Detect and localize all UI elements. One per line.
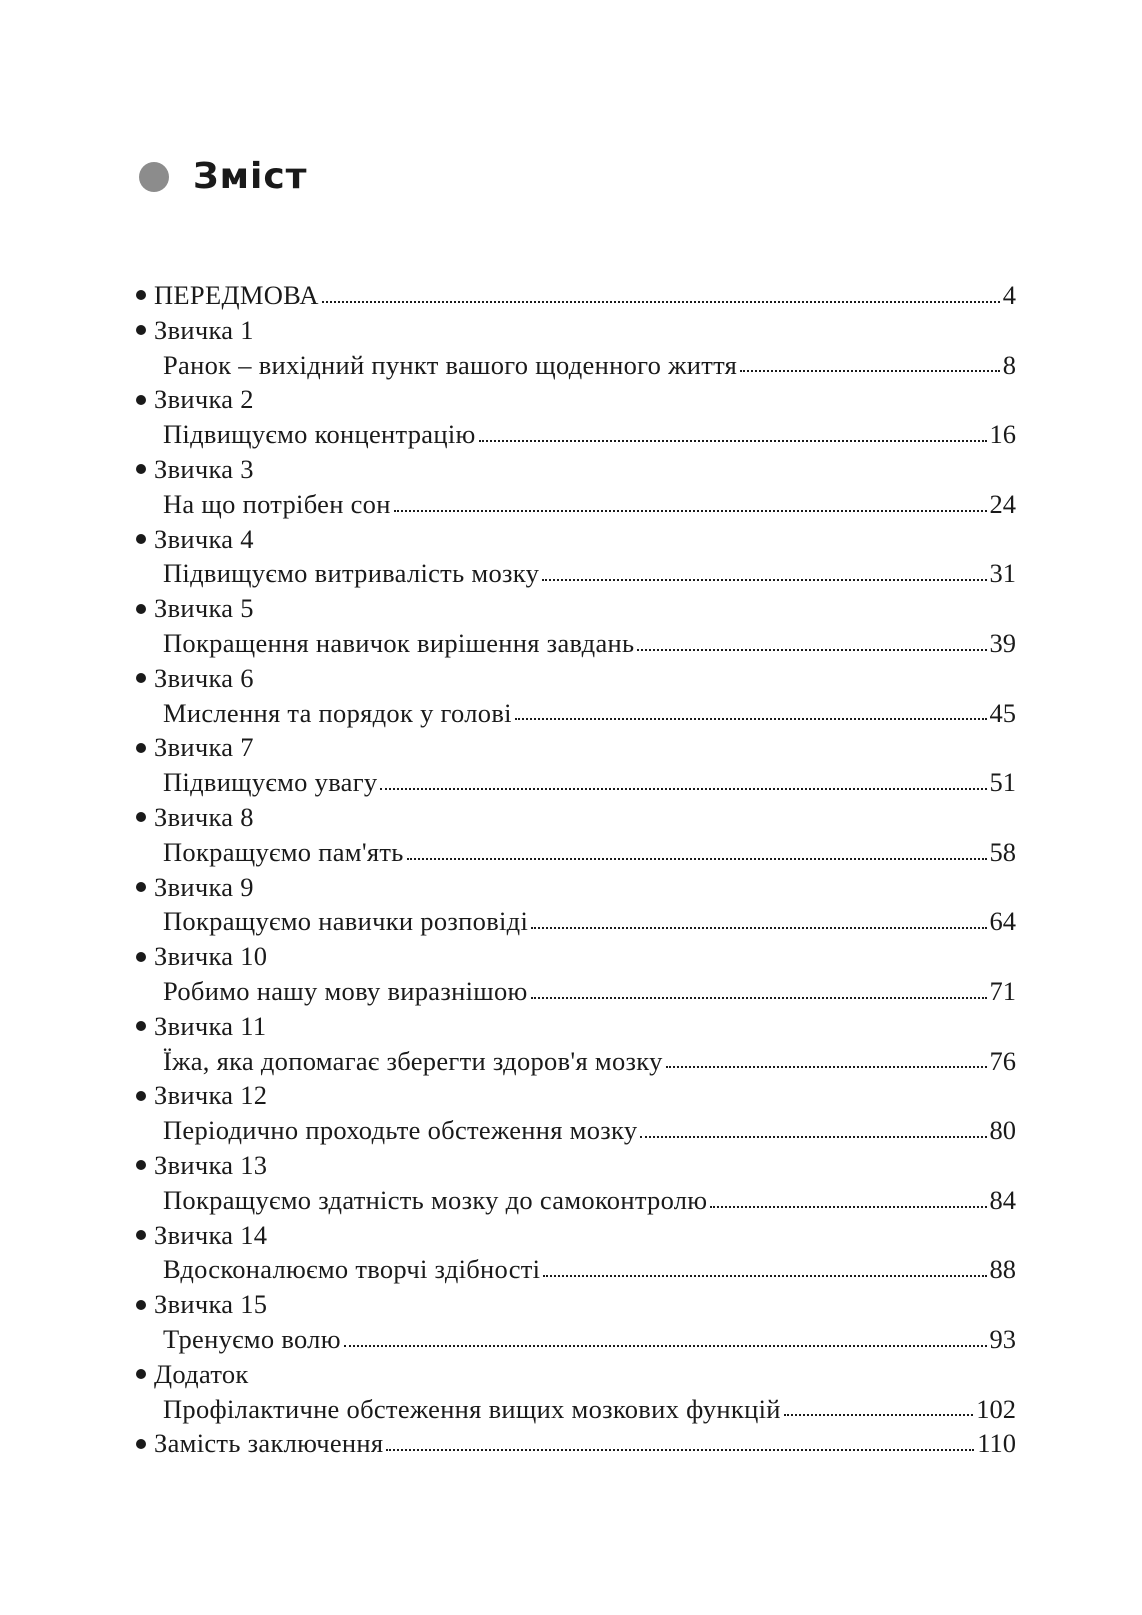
toc-entry-row[interactable] [136,626,1016,661]
bullet-icon [136,1021,146,1031]
toc-page-number: 58 [989,836,1016,867]
toc-entry-title: Підвищуємо концентрацію [163,419,476,450]
toc-page-number: 31 [989,558,1016,589]
bullet-icon [136,743,146,753]
toc-entry-row[interactable] [136,1113,1016,1148]
dot-leader [640,1136,986,1138]
toc-part-row[interactable] [136,1009,1016,1044]
toc-entry-row[interactable] [136,417,1016,452]
toc-entry-title: Їжа, яка допомагає зберегти здоров'я мозку [163,1045,663,1076]
toc-part-label: Звичка 11 [154,1010,267,1041]
toc-page-number: 76 [989,1045,1016,1076]
dot-leader [542,579,986,581]
dot-leader [394,510,987,512]
toc-part-row[interactable] [136,1287,1016,1322]
toc-part-label: Звичка 9 [154,871,254,902]
toc-part-label: Звичка 6 [154,662,254,693]
toc-part-row[interactable] [136,661,1016,696]
toc-page-number: 24 [989,488,1016,519]
toc-entry-row[interactable] [136,487,1016,522]
toc-part-row[interactable] [136,800,1016,835]
toc-entry-row[interactable] [136,765,1016,800]
toc-page-number: 4 [1002,280,1016,310]
dot-leader [531,997,987,999]
dot-leader [380,788,986,790]
dot-leader [710,1206,986,1208]
toc-entry-row[interactable] [136,1322,1016,1357]
toc-entry-title: Покращуємо навички розповіді [163,906,529,937]
toc-entry-title: Робимо нашу мову виразнішою [163,975,528,1006]
toc-part-row[interactable] [136,1426,1016,1461]
toc-page-number: 64 [989,906,1016,937]
toc-part-label: Звичка 1 [154,314,254,345]
toc-entry-title: Періодично проходьте обстеження мозку [163,1115,638,1146]
toc-entry-row[interactable] [136,696,1016,731]
toc-part-row[interactable] [136,1078,1016,1113]
bullet-icon [136,673,146,683]
toc-part-row[interactable] [136,939,1016,974]
dot-leader [543,1275,986,1277]
toc-part-row[interactable] [136,522,1016,557]
toc-page-number: 45 [989,697,1016,728]
toc-part-label: Звичка 10 [154,941,268,972]
toc-part-row[interactable] [136,1357,1016,1392]
dot-leader [531,927,986,929]
toc-part-label: Додаток [154,1358,249,1389]
toc-entry-row[interactable] [136,556,1016,591]
toc-part-row[interactable] [136,730,1016,765]
toc-part-row[interactable] [136,1218,1016,1253]
toc-entry-row[interactable] [136,1252,1016,1287]
toc-page-number: 102 [976,1393,1016,1424]
bullet-icon [136,534,146,544]
toc-entry-row[interactable] [136,1183,1016,1218]
toc-part-label: Звичка 7 [154,732,254,763]
toc-entry-title: Тренуємо волю [163,1323,341,1354]
heading-bullet-icon [139,162,169,192]
toc-page-number: 88 [989,1254,1016,1285]
toc-page-number: 80 [989,1115,1016,1146]
dot-leader [666,1066,987,1068]
bullet-icon [136,604,146,614]
toc-entry-row[interactable] [136,904,1016,939]
table-of-contents [136,278,1016,1461]
toc-part-label: Звичка 8 [154,801,254,832]
toc-part-label: Звичка 3 [154,453,254,484]
bullet-icon [136,290,146,300]
bullet-icon [136,812,146,822]
toc-page-number: 84 [989,1184,1016,1215]
toc-part-row[interactable] [136,278,1016,313]
toc-part-row[interactable] [136,870,1016,905]
toc-entry-title: Покращуємо пам'ять [163,836,404,867]
toc-part-label: Звичка 4 [154,523,254,554]
bullet-icon [136,882,146,892]
toc-part-row[interactable] [136,591,1016,626]
bullet-icon [136,1439,146,1449]
toc-entry-title: Покращення навичок вирішення завдань [163,627,635,658]
toc-page-number: 39 [989,627,1016,658]
toc-entry-title: Підвищуємо витривалість мозку [163,558,540,589]
toc-page-number: 16 [989,419,1016,450]
dot-leader [637,649,986,651]
toc-entry-row[interactable] [136,1044,1016,1079]
toc-part-label: Звичка 12 [154,1080,268,1111]
toc-page-number: 8 [1002,349,1016,380]
dot-leader [386,1449,974,1451]
toc-entry-title: Ранок – вихідний пункт вашого щоденного життя [163,349,738,380]
bullet-icon [136,1300,146,1310]
toc-part-row[interactable] [136,313,1016,348]
toc-page-number: 51 [989,767,1016,798]
toc-entry-row[interactable] [136,1392,1016,1427]
dot-leader [515,718,987,720]
toc-part-label: Звичка 2 [154,384,254,415]
toc-entry-title: Вдосконалюємо творчі здібності [163,1254,541,1285]
bullet-icon [136,395,146,405]
toc-part-row[interactable] [136,382,1016,417]
toc-entry-title: Покращуємо здатність мозку до самоконтролю [163,1184,708,1215]
dot-leader [407,858,987,860]
bullet-icon [136,1369,146,1379]
toc-part-row[interactable] [136,1148,1016,1183]
bullet-icon [136,325,146,335]
toc-page-number: 110 [977,1428,1016,1459]
toc-entry-row[interactable] [136,348,1016,383]
dot-leader [322,301,1000,303]
page-title: Зміст [193,156,308,197]
toc-part-label: ПЕРЕДМОВА [154,280,319,310]
bullet-icon [136,464,146,474]
toc-part-label: Звичка 5 [154,593,254,624]
bullet-icon [136,1160,146,1170]
toc-part-label: Замість заключення [154,1428,384,1459]
toc-part-label: Звичка 15 [154,1289,268,1320]
toc-part-row[interactable] [136,452,1016,487]
toc-entry-title: Мислення та порядок у голові [163,697,512,728]
toc-entry-row[interactable] [136,974,1016,1009]
bullet-icon [136,1091,146,1101]
toc-entry-row[interactable] [136,835,1016,870]
toc-page-number: 71 [989,975,1016,1006]
dot-leader [740,370,1000,372]
dot-leader [479,440,987,442]
toc-part-label: Звичка 14 [154,1219,268,1250]
toc-entry-title: Підвищуємо увагу [163,767,378,798]
toc-entry-title: На що потрібен сон [163,488,391,519]
dot-leader [784,1414,974,1416]
bullet-icon [136,1230,146,1240]
bullet-icon [136,952,146,962]
toc-heading [139,156,308,197]
toc-entry-title: Профілактичне обстеження вищих мозкових функцій [163,1393,781,1424]
dot-leader [344,1345,987,1347]
toc-part-label: Звичка 13 [154,1149,268,1180]
toc-page-number: 93 [989,1323,1016,1354]
